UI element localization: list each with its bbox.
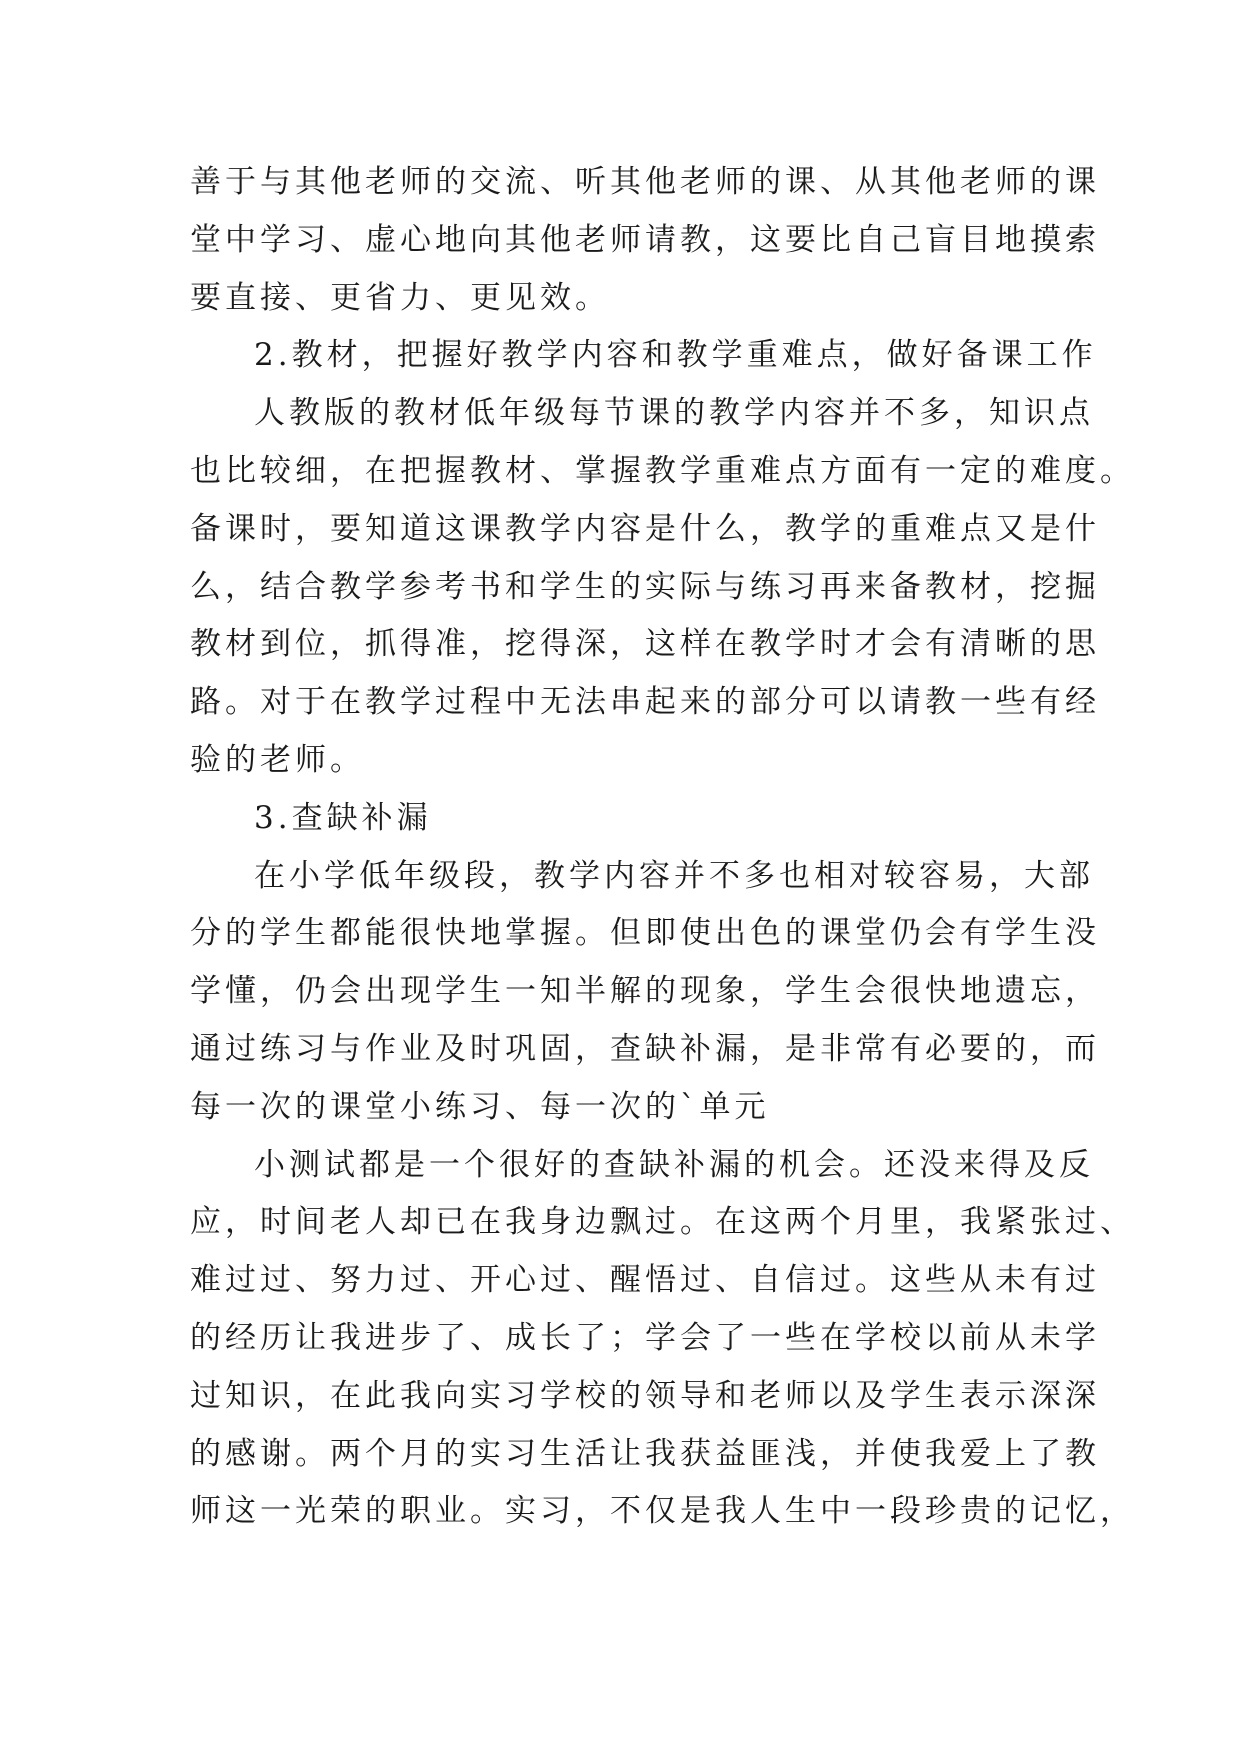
text-line: 验的老师。 xyxy=(190,741,365,778)
text-line: 么，结合教学参考书和学生的实际与练习再来备教材，挖掘 xyxy=(190,568,1100,605)
section-heading: 2.教材，把握好教学内容和教学重难点，做好备课工作 xyxy=(254,337,1097,374)
text-line: 学懂，仍会出现学生一知半解的现象，学生会很快地遗忘， xyxy=(190,973,1100,1010)
text-line: 路。对于在教学过程中无法串起来的部分可以请教一些有经 xyxy=(190,684,1100,721)
text-line: 每一次的课堂小练习、每一次的`单元 xyxy=(190,1088,770,1125)
text-line: 在小学低年级段，教学内容并不多也相对较容易，大部 xyxy=(254,857,1094,894)
text-line: 要直接、更省力、更见效。 xyxy=(190,279,610,316)
body-text xyxy=(190,154,1135,1541)
text-line: 也比较细，在把握教材、掌握教学重难点方面有一定的难度。 xyxy=(190,452,1135,489)
text-line: 应，时间老人却已在我身边飘过。在这两个月里，我紧张过、 xyxy=(190,1204,1135,1241)
text-line: 的经历让我进步了、成长了；学会了一些在学校以前从未学 xyxy=(190,1319,1100,1356)
text-line: 师这一光荣的职业。实习，不仅是我人生中一段珍贵的记忆， xyxy=(190,1493,1135,1530)
text-line: 备课时，要知道这课教学内容是什么，教学的重难点又是什 xyxy=(190,510,1100,547)
text-line: 人教版的教材低年级每节课的教学内容并不多，知识点 xyxy=(254,395,1094,432)
section-heading: 3.查缺补漏 xyxy=(254,799,432,836)
text-line: 教材到位，抓得准，挖得深，这样在教学时才会有清晰的思 xyxy=(190,626,1100,663)
text-line: 过知识，在此我向实习学校的领导和老师以及学生表示深深 xyxy=(190,1377,1100,1414)
text-line: 小测试都是一个很好的查缺补漏的机会。还没来得及反 xyxy=(254,1146,1094,1183)
text-line: 的感谢。两个月的实习生活让我获益匪浅，并使我爱上了教 xyxy=(190,1435,1100,1472)
text-line: 难过过、努力过、开心过、醒悟过、自信过。这些从未有过 xyxy=(190,1262,1100,1299)
text-line: 堂中学习、虚心地向其他老师请教，这要比自己盲目地摸索 xyxy=(190,221,1100,258)
text-line: 分的学生都能很快地掌握。但即使出色的课堂仍会有学生没 xyxy=(190,915,1100,952)
text-line: 通过练习与作业及时巩固，查缺补漏，是非常有必要的，而 xyxy=(190,1030,1100,1067)
text-line: 善于与其他老师的交流、听其他老师的课、从其他老师的课 xyxy=(190,164,1100,200)
